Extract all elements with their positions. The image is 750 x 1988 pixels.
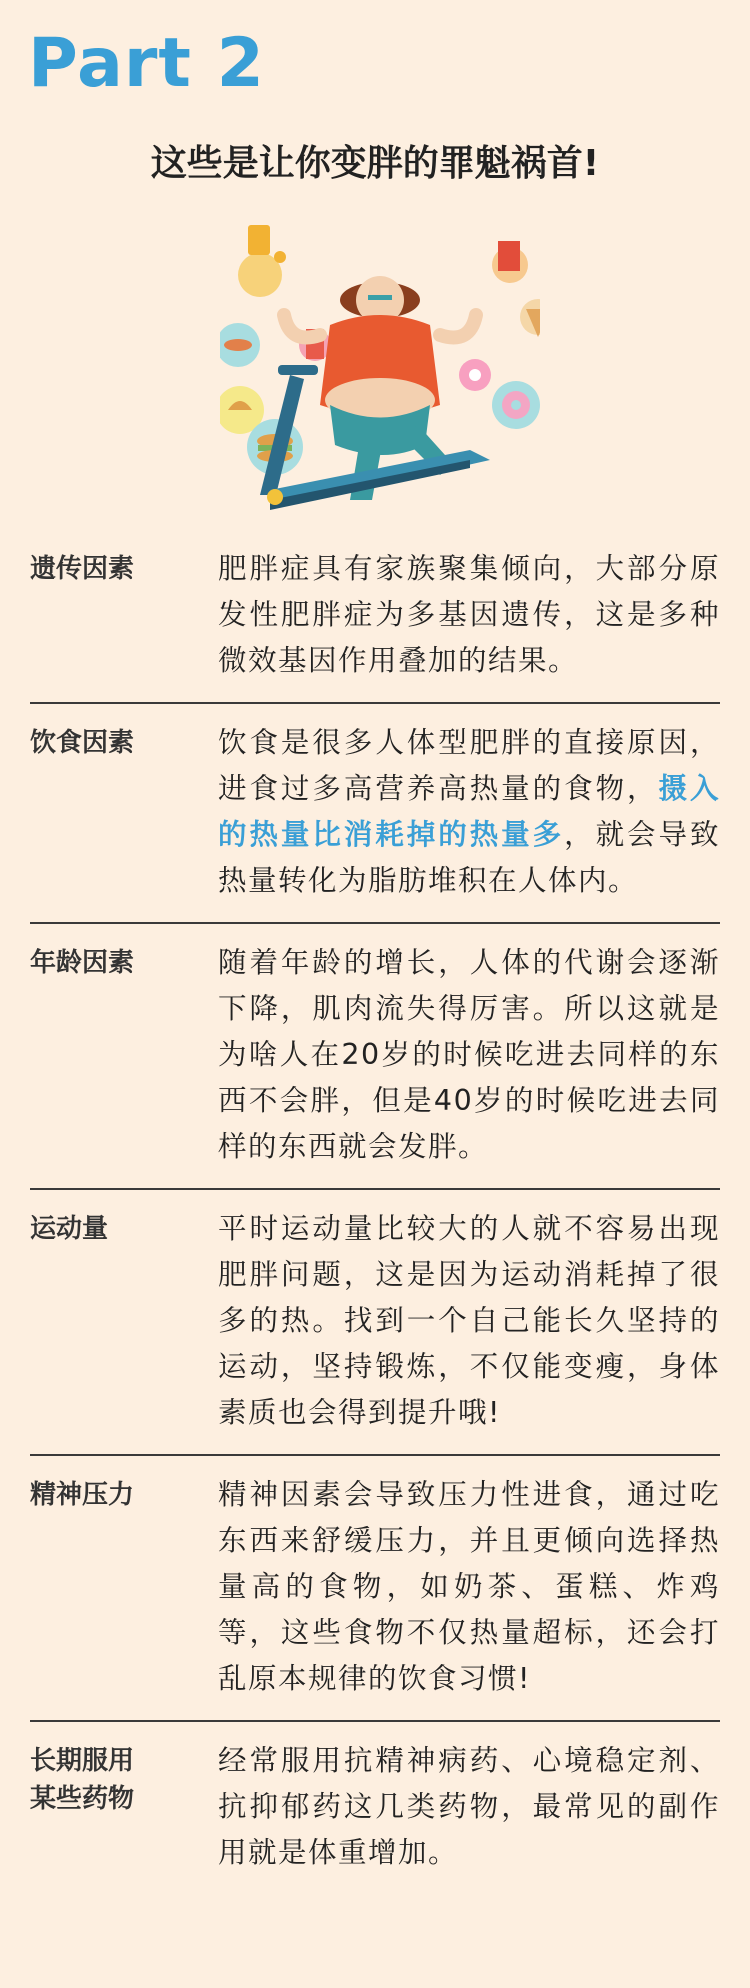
factor-label: 年龄因素 — [30, 948, 135, 978]
factor-text: 经常服用抗精神病药、心境稳定剂、抗抑郁药这几类药物，最常见的副作用就是体重增加。 — [218, 1744, 720, 1869]
factor-row-stress — [30, 1456, 720, 1722]
factor-label: 遗传因素 — [30, 554, 135, 584]
part-heading: Part 2 — [28, 24, 265, 103]
factor-label: 精神压力 — [30, 1480, 135, 1510]
running-on-treadmill-illustration — [220, 205, 540, 515]
factor-row-medication — [30, 1722, 720, 1894]
factor-text: 精神因素会导致压力性进食，通过吃东西来舒缓压力，并且更倾向选择热量高的食物，如奶茶、蛋糕、炸鸡等，这些食物不仅热量超标，还会打乱原本规律的饮食习惯! — [218, 1478, 720, 1695]
subtitle: 这些是让你变胖的罪魁祸首! — [150, 143, 600, 184]
factor-row-exercise — [30, 1190, 720, 1456]
factor-label: 饮食因素 — [30, 728, 135, 758]
factor-row-age — [30, 924, 720, 1190]
factor-text: 肥胖症具有家族聚集倾向，大部分原发性肥胖症为多基因遗传，这是多种微效基因作用叠加的结果。 — [218, 552, 720, 677]
factor-text: 随着年龄的增长，人体的代谢会逐渐下降，肌肉流失得厉害。所以这就是为啥人在20岁的时候吃进去同样的东西不会胖，但是40岁的时候吃进去同样的东西就会发胖。 — [218, 946, 720, 1163]
factor-text: 饮食是很多人体型肥胖的直接原因，进食过多高营养高热量的食物，摄入的热量比消耗掉的热量多，就会导致热量转化为脂肪堆积在人体内。 — [218, 726, 720, 897]
factor-text: 平时运动量比较大的人就不容易出现肥胖问题，这是因为运动消耗掉了很多的热。找到一个自己能长久坚持的运动，坚持锻炼，不仅能变瘦，身体素质也会得到提升哦! — [218, 1212, 720, 1429]
factor-label: 运动量 — [30, 1214, 109, 1244]
factor-label: 长期服用 某些药物 — [30, 1746, 135, 1814]
factor-row-diet — [30, 704, 720, 924]
factor-row-genetics — [30, 530, 720, 704]
highlight-text: 摄入的热量比消耗掉的热量多 — [218, 772, 720, 851]
factor-list — [30, 530, 720, 1894]
